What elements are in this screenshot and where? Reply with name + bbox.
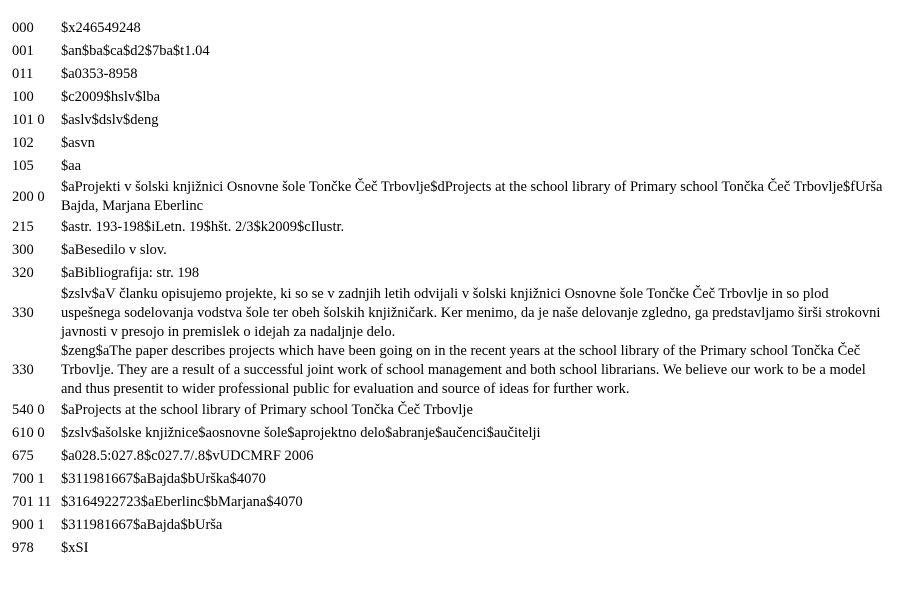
- field-tag: 700 1: [12, 471, 45, 487]
- field-value: $311981667$aBajda$bUrša: [61, 517, 223, 533]
- field-tag: 001: [12, 43, 34, 59]
- field-row: [12, 63, 890, 86]
- field-tag: 300: [12, 242, 34, 258]
- field-row: [12, 514, 890, 537]
- field-tag: 540 0: [12, 402, 45, 418]
- field-row: [12, 342, 890, 399]
- field-tag: 101 0: [12, 112, 45, 128]
- field-row: [12, 40, 890, 63]
- field-value: $zslv$ašolske knjižnice$aosnovne šole$aprojektno delo$abranje$aučenci$aučitelji: [61, 425, 541, 441]
- field-tag: 102: [12, 135, 34, 151]
- field-tag: 330: [12, 362, 34, 378]
- field-row: [12, 262, 890, 285]
- field-tag: 900 1: [12, 517, 45, 533]
- marc-record-body: [12, 17, 890, 560]
- field-value: $xSI: [61, 540, 89, 556]
- field-value: $asvn: [61, 135, 95, 151]
- field-tag: 200 0: [12, 188, 45, 205]
- field-value: $a028.5:027.8$c027.7/.8$vUDCMRF 2006: [61, 448, 314, 464]
- field-tag: 100: [12, 89, 34, 105]
- field-tag: 000: [12, 20, 34, 36]
- field-row: [12, 537, 890, 560]
- field-row: [12, 155, 890, 178]
- marc-record-table: [12, 17, 890, 560]
- field-value: $zslv$aV članku opisujemo projekte, ki so se v zadnjih letih odvijali v šolski knjižnici Osnovne šole Tončke Čeč Trbovlje in so plod uspešnega sodelovanja vodstva šole ter obeh šolskih knjižničark. Ker menimo, da je naše delovanje zgledno, ga predstavljamo širši strokovni javnosti v presojo in premislek o idejah za nadaljnje delo.: [61, 286, 881, 340]
- field-row: [12, 399, 890, 422]
- field-value: $aslv$dslv$deng: [61, 112, 159, 128]
- field-row: [12, 109, 890, 132]
- field-row: [12, 216, 890, 239]
- field-row: [12, 285, 890, 342]
- field-tag: 610 0: [12, 425, 45, 441]
- field-value: $an$ba$ca$d2$7ba$t1.04: [61, 43, 210, 59]
- field-tag: 105: [12, 158, 34, 174]
- field-value: $a0353-8958: [61, 66, 138, 82]
- field-tag: 675: [12, 448, 34, 464]
- field-tag: 215: [12, 219, 34, 235]
- field-value: $aa: [61, 158, 82, 174]
- field-tag: 978: [12, 540, 34, 556]
- field-tag: 701 11: [12, 494, 52, 510]
- field-row: [12, 239, 890, 262]
- field-value: $aProjekti v šolski knjižnici Osnovne šole Tončke Čeč Trbovlje$dProjects at the school library of Primary school Tončka Čeč Trbovlje$fUrša Bajda, Marjana Eberlinc: [61, 179, 883, 214]
- field-tag: 330: [12, 305, 34, 321]
- field-value: $aBesedilo v slov.: [61, 242, 167, 258]
- field-tag: 320: [12, 265, 34, 281]
- field-row: [12, 468, 890, 491]
- field-row: [12, 445, 890, 468]
- field-row: [12, 422, 890, 445]
- field-row: [12, 491, 890, 514]
- field-value: $311981667$aBajda$bUrška$4070: [61, 471, 266, 487]
- field-value: $aProjects at the school library of Primary school Tončka Čeč Trbovlje: [61, 402, 473, 418]
- field-row: [12, 86, 890, 109]
- field-value: $x246549248: [61, 20, 141, 36]
- field-value: $aBibliografija: str. 198: [61, 265, 200, 281]
- field-value: $c2009$hslv$lba: [61, 89, 161, 105]
- field-row: [12, 132, 890, 155]
- field-row: [12, 17, 890, 40]
- field-value: $3164922723$aEberlinc$bMarjana$4070: [61, 494, 303, 510]
- field-value: $zeng$aThe paper describes projects which have been going on in the recent years at the school library of the Primary school Tončka Čeč Trbovlje. They are a result of a successful joint work of school management and both school librarians. We believe our work to be a model and thus presentit to wider professional public for evaluation and source of ideas for further work.: [61, 343, 866, 397]
- field-row: [12, 178, 890, 216]
- field-value: $astr. 193-198$iLetn. 19$hšt. 2/3$k2009$cIlustr.: [61, 219, 345, 235]
- field-tag: 011: [12, 66, 34, 82]
